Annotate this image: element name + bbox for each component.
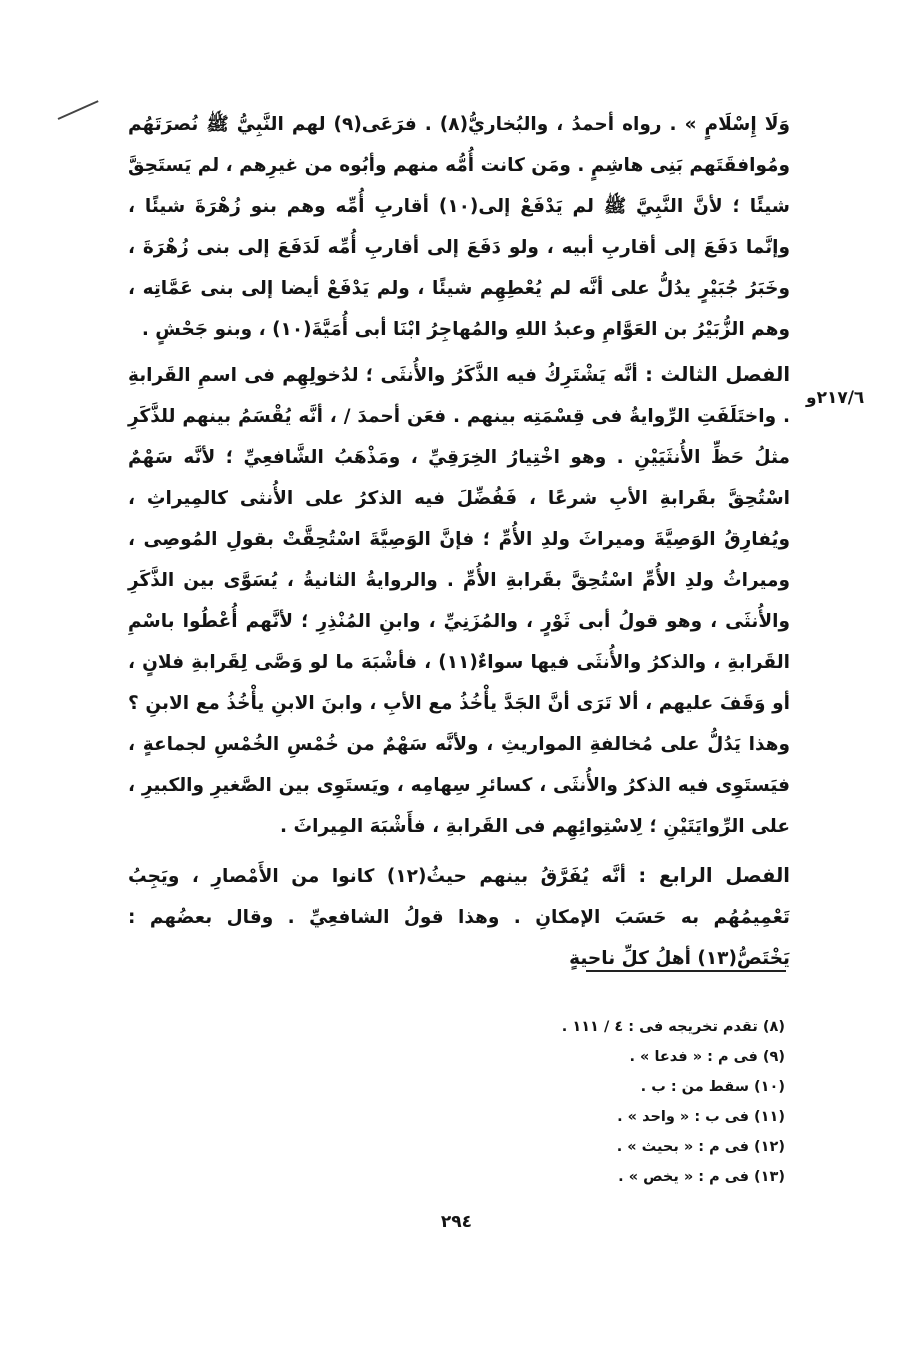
footnotes	[365, 1012, 785, 1192]
manuscript-folio-reference: ٢١٧/٦و	[806, 388, 865, 408]
footnote-9: (٩) فى م : « فدعا » .	[629, 1049, 785, 1065]
section-three-heading: الفصل الثالث :	[645, 363, 791, 386]
section-three	[128, 354, 790, 847]
margin-pen-mark	[58, 100, 99, 120]
section-four-heading: الفصل الرابع :	[638, 864, 790, 887]
section-four	[128, 855, 790, 979]
footnote-10: (١٠) سقط من : ب .	[640, 1079, 785, 1095]
footnote-13: (١٣) فى م : « يخص » .	[618, 1169, 785, 1185]
paragraph-opening: وَلَا إِسْلَامٍ » . رواه أحمدُ ، والبُخاريُّ(٨) . فرَعَى(٩) لهم النَّبِيُّ ﷺ نُصرَتَهُم ومُوافقَتَهم بَنِى هاشِمٍ . ومَن كانت أُمُّه منهم وأبُوه من غيرِهم ، لم يَستَحِقَّ شيئًا ؛ لأنَّ النَّبِيَّ ﷺ لم يَدْفَعْ إلى(١٠) أقاربِ أُمِّه وهم بنو زُهْرَةَ شيئًا ، وإنَّما دَفَعَ إلى أقاربِ أبيه ، ولو دَفَعَ إلى أقاربِ أُمِّه لَدَفَعَ إلى بنى زُهْرَةَ ، وخَبَرُ جُبَيْرٍ يدُلُّ على أنَّه لم يُعْطِهِم شيئًا ، ولم يَدْفَعْ أيضا إلى بنى عَمَّاتِه ، وهم الزُّبَيْرُ بن العَوَّامِ وعبدُ اللهِ والمُهاجِرُ ابْنَا أبى أُمَيَّةَ(١٠) ، وبنو جَحْشٍ .	[128, 114, 790, 340]
page-number: ٢٩٤	[440, 1212, 473, 1232]
footnote-11: (١١) فى ب : « واحد » .	[617, 1109, 785, 1125]
footnote-divider	[586, 970, 786, 972]
section-four-text: أنَّه يُفَرَّقُ بينهم حيثُ(١٢) كانوا من الأَمْصارِ ، ويَجِبُ تَعْمِيمُهُم به حَسَبَ الإمكانِ . وهذا قولُ الشافعِيِّ . وقال بعضُهم : يَخْتَصُّ(١٣) أهلُ كلِّ ناحيةٍ	[128, 866, 790, 969]
main-text	[128, 104, 790, 979]
section-three-text: أنَّه يَشْتَرِكُ فيه الذَّكَرُ والأُنثَى ؛ لدُخولِهِم فى اسمِ القَرابةِ . واختَلَفَتِ الرِّوايةُ فى قِسْمَتِه بينهم . فعَن أحمدَ / ، أنَّه يُقْسَمُ بينهم للذَّكَرِ مثلُ حَظِّ الأُنثَيَيْنِ . وهو اخْتِيارُ الخِرَقِيِّ ، ومَذْهَبُ الشَّافعِيِّ ؛ لأنَّه سَهْمٌ اسْتُحِقَّ بقَرابةِ الأبِ شرعًا ، فَفُضِّلَ فيه الذكرُ على الأُنثى كالمِيراثِ ، ويُفارِقُ الوَصِيَّةَ وميراثَ ولدِ الأُمِّ ؛ فإنَّ الوَصِيَّةَ اسْتُحِقَّتْ بقولِ المُوصِى ، وميراثُ ولدِ الأُمِّ اسْتُحِقَّ بقَرابةِ الأُمِّ . والروايةُ الثانيةُ ، يُسَوَّى بين الذَّكَرِ والأُنثَى ، وهو قولُ أبى ثَوْرٍ ، والمُزَنِيِّ ، وابنِ المُنْذِرِ ؛ لأنَّهم أُعْطُوا باسْمِ القَرابةِ ، والذكرُ والأُنثَى فيها سواءٌ(١١) ، فأشْبَهَ ما لو وَصَّى لِقَرابةِ فلانٍ ، أو وَقَفَ عليهم ، ألا تَرَى أنَّ الجَدَّ يأْخُذُ مع الأبِ ، وابنَ الابنِ يأْخُذُ مع الابنِ ؟ وهذا يَدُلُّ على مُخالفةِ المواريثِ ، ولأنَّه سَهْمٌ من خُمْسِ الخُمْسِ لجماعةٍ ، فيَستَوِى فيه الذكرُ والأُنثَى ، كسائرِ سِهامِه ، ويَستَوِى بين الصَّغيرِ والكبيرِ ، على الرِّوايَتَيْنِ ؛ لِاسْتِوائِهِم فى القَرابةِ ، فأَشْبَهَ المِيراثَ .	[128, 365, 790, 837]
footnote-12: (١٢) فى م : « بحيث » .	[616, 1139, 785, 1155]
footnote-8: (٨) تقدم تخريجه فى : ٤ / ١١١ .	[561, 1019, 785, 1035]
